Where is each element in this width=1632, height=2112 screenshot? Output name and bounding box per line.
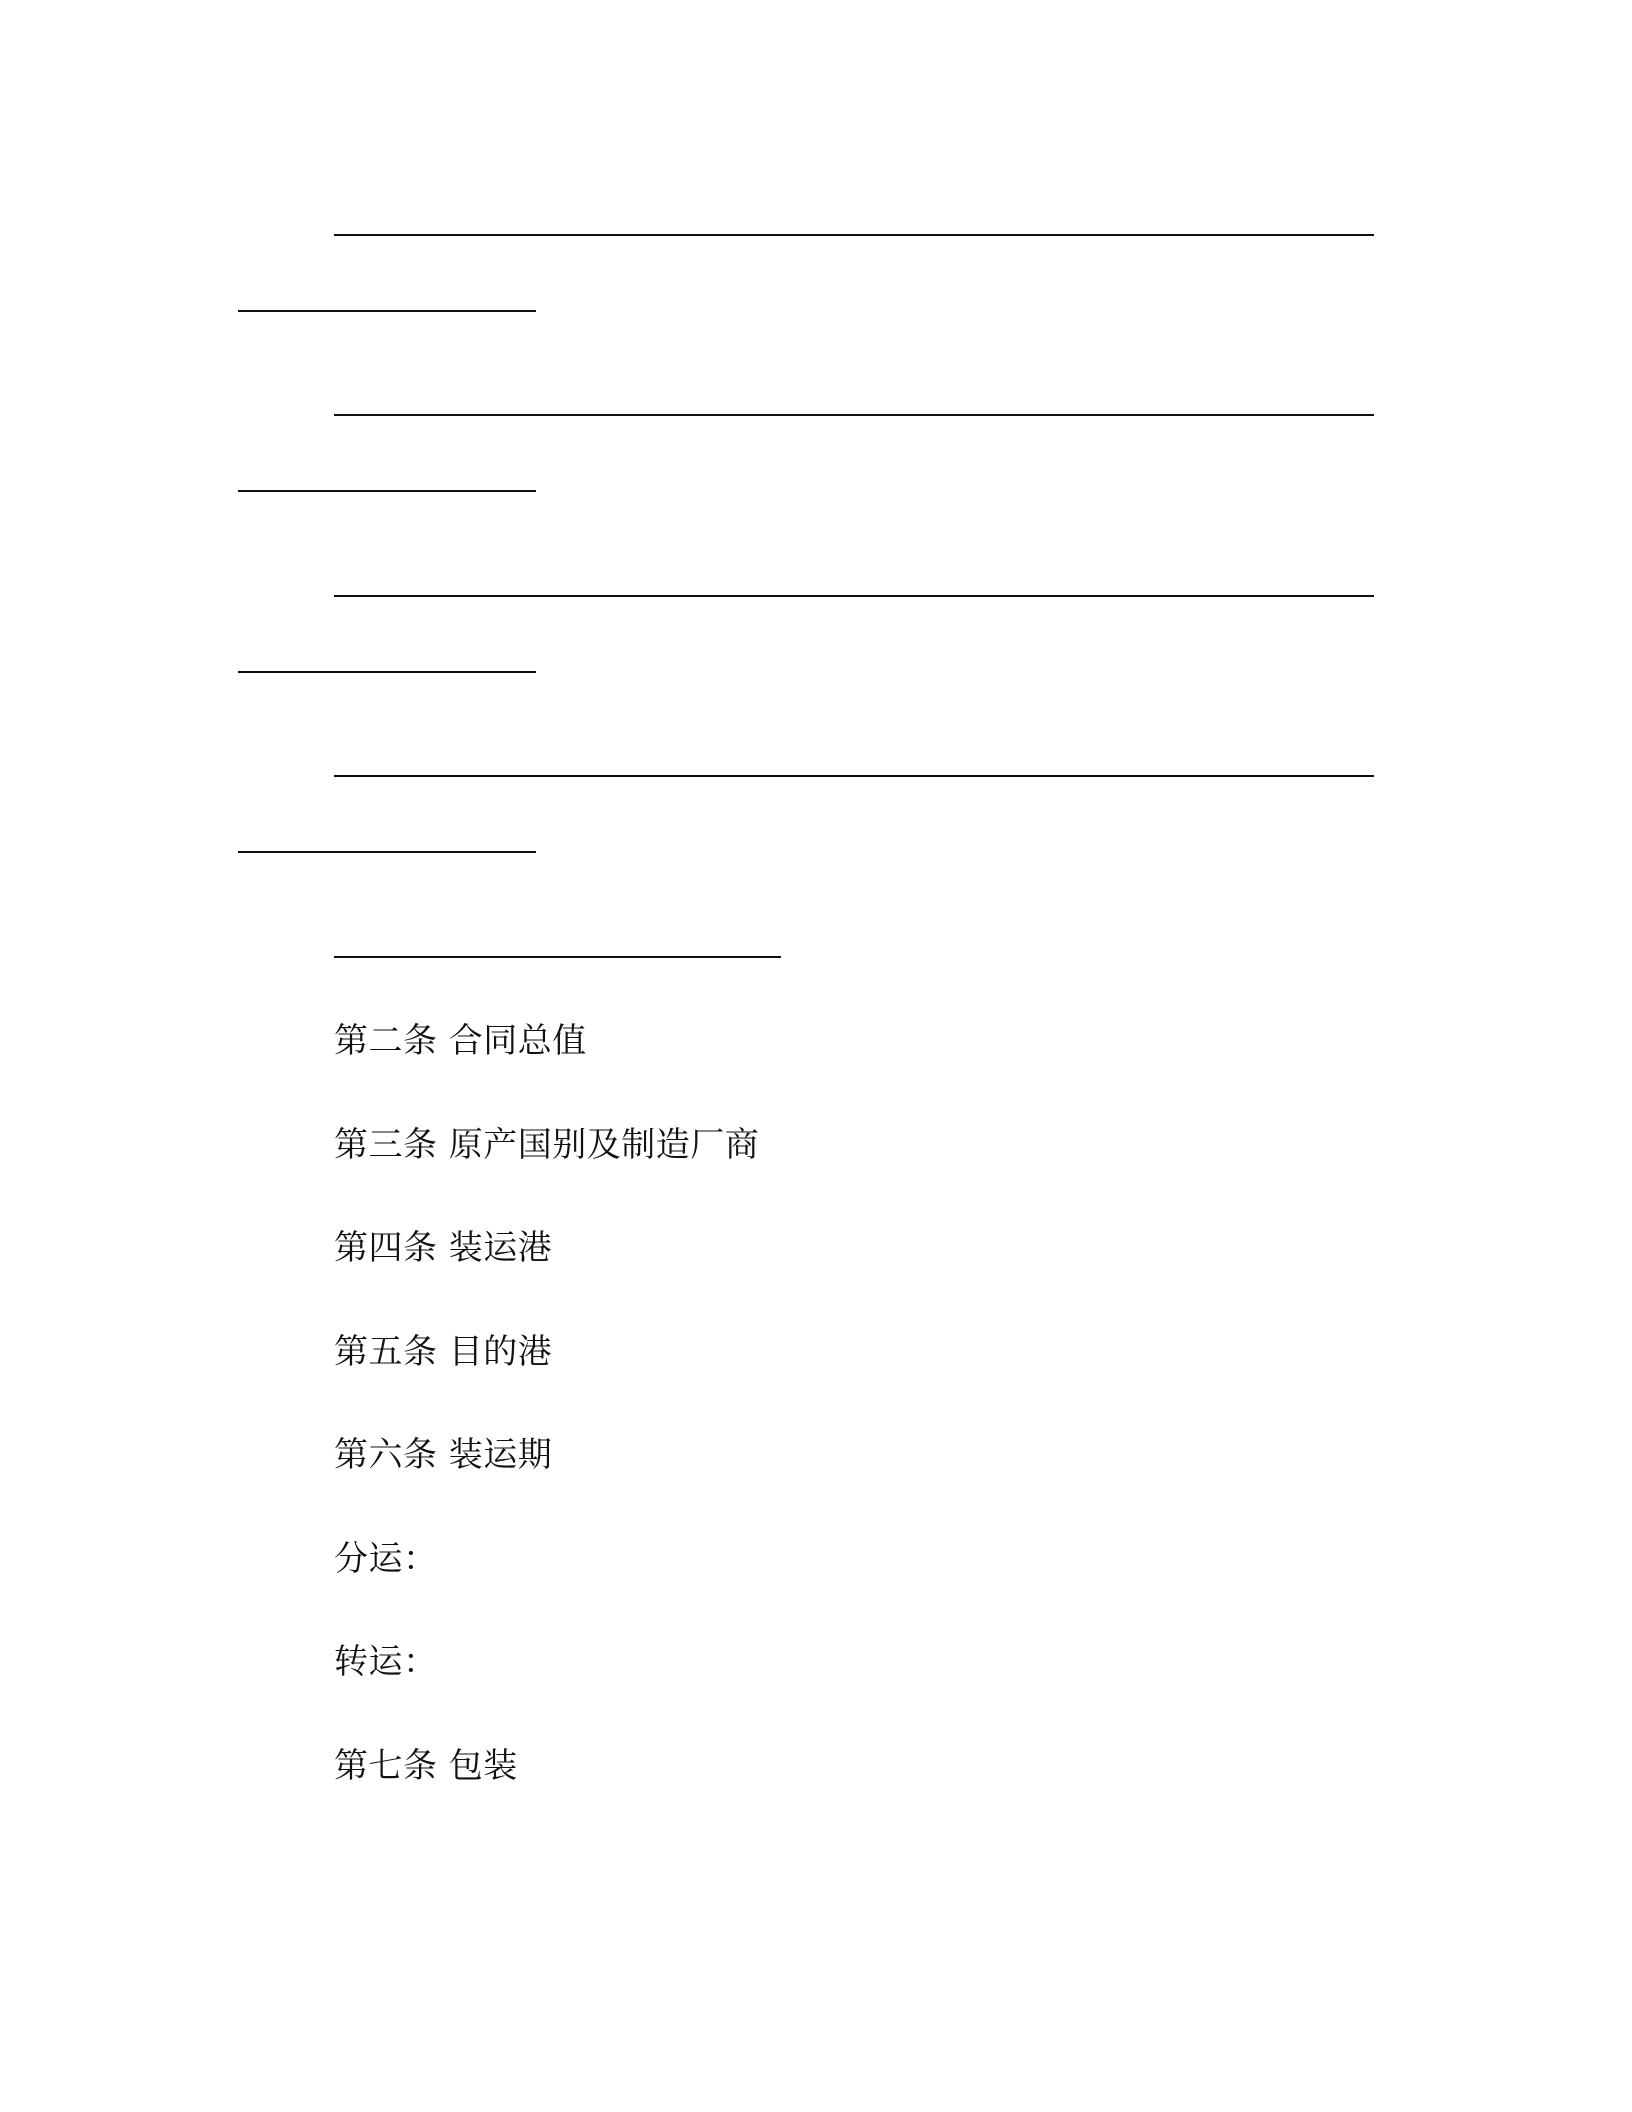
clause-6-shipment-period: 第六条 装运期	[334, 1435, 553, 1475]
clause-7-packing: 第七条 包装	[334, 1746, 518, 1786]
clause-5-port-of-destination: 第五条 目的港	[334, 1332, 553, 1372]
blank-line-3a	[334, 595, 1374, 597]
blank-line-4a	[334, 775, 1374, 777]
blank-line-2a	[334, 414, 1374, 416]
blank-line-3b	[238, 671, 536, 673]
blank-line-1a	[334, 234, 1374, 236]
clause-4-port-of-shipment: 第四条 装运港	[334, 1228, 553, 1268]
blank-line-4b	[238, 851, 536, 853]
partial-shipment-label: 分运：	[334, 1539, 438, 1579]
blank-line-2b	[238, 490, 536, 492]
transshipment-label: 转运：	[334, 1642, 438, 1682]
blank-line-1b	[238, 310, 536, 312]
blank-line-5	[334, 956, 781, 958]
clause-3-origin-manufacturer: 第三条 原产国别及制造厂商	[334, 1125, 760, 1165]
clause-2-total-value: 第二条 合同总值	[334, 1021, 587, 1061]
